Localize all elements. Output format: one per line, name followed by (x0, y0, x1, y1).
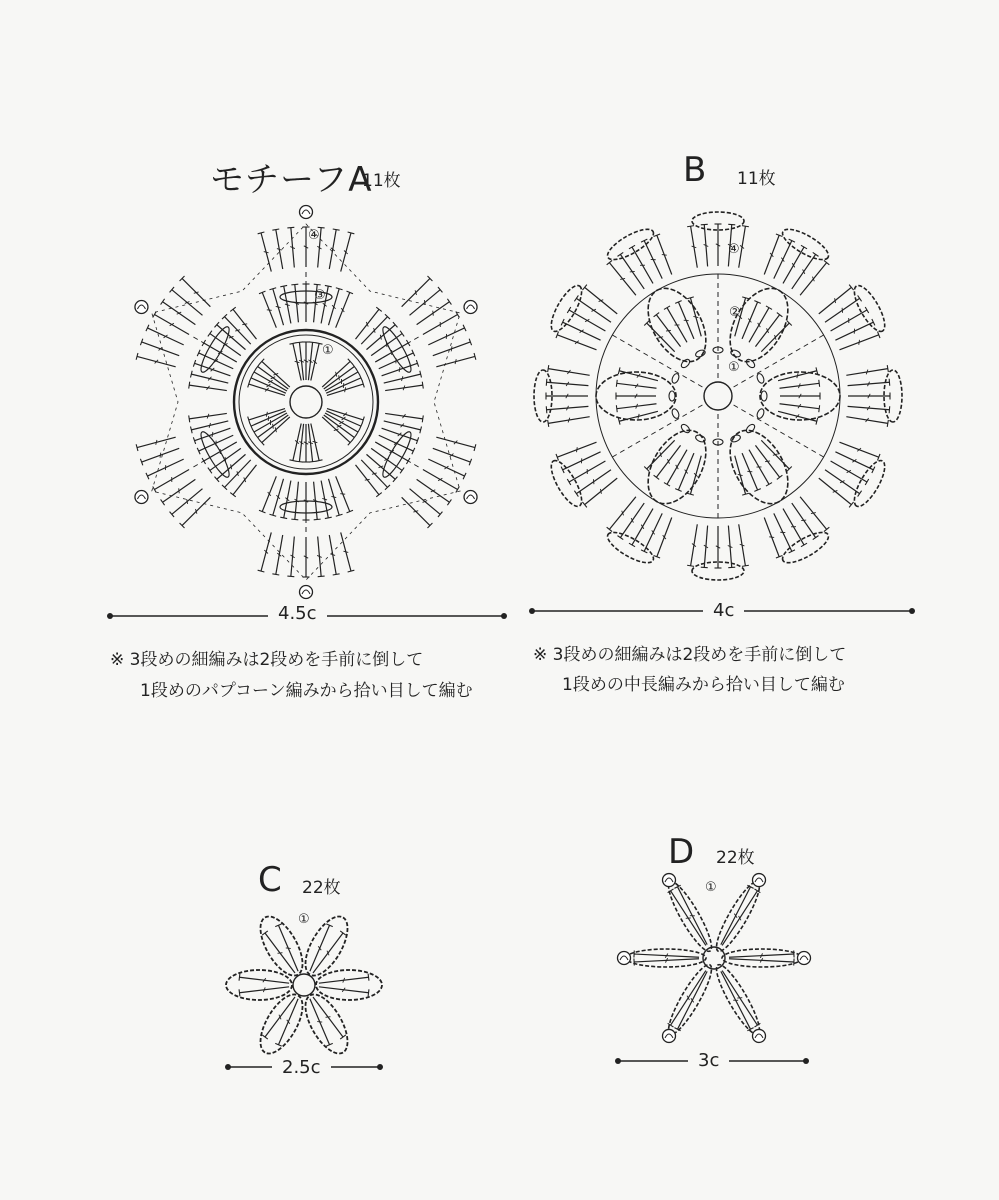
round-4-stitch (600, 489, 601, 494)
round-3-stitch (340, 494, 345, 495)
picot-bobble (464, 301, 477, 314)
motif-d-title: D (668, 832, 696, 872)
popcorn-stitch (252, 429, 256, 435)
round-3-stitch (400, 468, 404, 474)
round-4-stitch (546, 379, 547, 386)
petal-stitch (239, 989, 240, 996)
scallop-chain (546, 281, 588, 335)
popcorn-stitch (273, 424, 274, 429)
round-3-stitch (291, 284, 298, 285)
scallop-chain (849, 281, 891, 335)
round-3-stitch (208, 468, 212, 474)
scallop-chain (546, 456, 588, 510)
round-4-stitch (333, 574, 340, 575)
motif-a-size: 4.5c (268, 603, 327, 624)
petal-stitch (262, 1035, 268, 1039)
round-4-stitch (617, 536, 623, 540)
round-4-stitch (889, 406, 890, 413)
round-4-stitch (742, 226, 749, 227)
round-4-stitch (620, 278, 625, 279)
round-4-stitch (447, 299, 451, 305)
round-1-chain (761, 391, 767, 401)
round-1-chain (671, 408, 680, 420)
motif-c-chart (226, 910, 382, 1060)
picot-bobble (135, 491, 148, 504)
dimension-endpoint (803, 1058, 809, 1064)
motif-b-title: B (683, 150, 708, 190)
round-4-stitch (451, 346, 452, 351)
round-3-stitch (235, 330, 240, 331)
round-2-stitch (654, 475, 660, 479)
dimension-endpoint (529, 608, 535, 614)
round-4-stitch (813, 252, 819, 256)
petal-loop (710, 960, 766, 1038)
round-4-stitch (617, 252, 623, 256)
round-4-stitch (567, 479, 571, 485)
round-3-stitch (189, 382, 190, 389)
round-4-stitch (272, 229, 279, 230)
petal-loop (662, 960, 718, 1038)
round-4-stitch (455, 359, 456, 364)
round-4-stitch (728, 567, 735, 568)
picot-bobble (798, 952, 811, 965)
motif-b-note-1: ※ 3段めの細編みは2段めを手前に倒して (533, 645, 847, 665)
round-1-chain (756, 373, 765, 385)
round-4-stitch (662, 255, 667, 256)
picot-bobble (300, 586, 313, 599)
round-4-stitch (701, 224, 708, 225)
picot-bobble (663, 1029, 676, 1042)
popcorn-stitch (345, 387, 346, 392)
round-4-stitch (156, 440, 157, 445)
motif-a-chart (135, 206, 477, 599)
motif-a-round-4: ④ (308, 228, 320, 243)
round-4-stitch (574, 295, 578, 301)
popcorn-stitch (316, 460, 323, 462)
dimension-endpoint (501, 613, 507, 619)
round-3-stitch (314, 519, 321, 520)
motif-a-note-2: 1段めのパプコーン編みから拾い目して編む (140, 681, 473, 701)
round-3-stitch (380, 335, 381, 340)
popcorn-stitch (256, 435, 260, 441)
scallop-chain (603, 224, 657, 266)
round-4-stitch (687, 565, 694, 566)
round-3-stitch (276, 306, 281, 307)
round-2-stitch (664, 483, 670, 487)
round-4-stitch (577, 447, 578, 452)
round-4-stitch (801, 245, 807, 249)
round-4-stitch (742, 565, 749, 566)
picot-bobble (464, 491, 477, 504)
round-3-stitch (280, 285, 287, 286)
round-3-stitch (212, 432, 213, 437)
picot-bobble (618, 952, 631, 965)
round-2-stitch (777, 313, 783, 317)
popcorn-stitch (266, 412, 267, 417)
popcorn-stitch (356, 429, 360, 435)
round-4-stitch (835, 298, 836, 303)
popcorn-stitch (336, 372, 337, 377)
round-4-stitch (701, 567, 708, 568)
round-4-stitch (811, 513, 816, 514)
motif-d-count: 22枚 (716, 848, 755, 868)
round-4-stitch (813, 536, 819, 540)
round-4-stitch (859, 340, 860, 345)
round-4-stitch (865, 479, 869, 485)
motif-a-note-1: ※ 3段めの細編みは2段めを手前に倒して (110, 650, 424, 670)
dimension-endpoint (615, 1058, 621, 1064)
petal-stitch (340, 1035, 346, 1039)
round-3-stitch (400, 331, 404, 337)
round-3-stitch (209, 423, 210, 428)
round-4-stitch (629, 245, 635, 249)
popcorn-stitch (356, 369, 360, 375)
round-2-stitch (797, 373, 798, 378)
round-4-stitch (842, 308, 843, 313)
dimension-endpoint (377, 1064, 383, 1070)
motif-c-title: C (258, 860, 283, 900)
round-4-stitch (889, 379, 890, 386)
round-3-stitch (231, 464, 232, 469)
round-4-stitch (629, 543, 635, 547)
round-4-stitch (153, 486, 157, 492)
motif-c-round-1: ① (298, 912, 310, 927)
round-4-stitch (343, 551, 348, 552)
scallop-chain (603, 527, 657, 569)
round-2-stitch (738, 474, 743, 475)
round-3-stitch (280, 517, 287, 518)
popcorn-stitch (352, 435, 356, 441)
round-4-stitch (333, 229, 340, 230)
center-ring (704, 382, 732, 410)
round-2-stitch (766, 483, 772, 487)
round-4-stitch (287, 227, 294, 228)
picot-bobble (663, 874, 676, 887)
motif-d-chart (618, 874, 811, 1043)
round-2-stitch (693, 316, 698, 317)
petal-loop (297, 988, 356, 1060)
round-2-stitch (638, 414, 639, 419)
popcorn-stitch (309, 461, 316, 462)
popcorn-stitch (275, 427, 276, 432)
round-1-chain (730, 434, 742, 443)
round-2-stitch (666, 330, 671, 331)
round-4-stitch (548, 365, 549, 372)
popcorn-stitch (352, 364, 356, 370)
motif-a-round-3: ③ (314, 288, 326, 303)
round-4-stitch (287, 576, 294, 577)
picot-bobble (135, 301, 148, 314)
dashed-guide (734, 405, 824, 457)
popcorn-stitch (252, 369, 256, 375)
round-3-stitch (208, 331, 212, 337)
round-1-chain (680, 358, 691, 369)
scallop-chain (849, 456, 891, 510)
petal-loop (226, 970, 292, 1000)
round-3-stitch (242, 324, 247, 325)
outline-star (152, 224, 460, 580)
round-2-stitch (654, 313, 660, 317)
motif-c-size: 2.5c (272, 1057, 331, 1078)
round-4-stitch (567, 307, 571, 313)
petal-stitch (239, 974, 240, 981)
petal-stitch (368, 989, 369, 996)
round-2-stitch (819, 405, 820, 412)
round-4-stitch (447, 499, 451, 505)
picot-bobble (300, 206, 313, 219)
motif-c-count: 22枚 (302, 878, 341, 898)
petal-loop (710, 877, 766, 955)
round-2-stitch (747, 471, 752, 472)
round-1-chain (669, 391, 675, 401)
round-4-stitch (858, 295, 862, 301)
round-4-stitch (687, 226, 694, 227)
center-ring (290, 386, 322, 418)
round-4-stitch (179, 488, 180, 493)
popcorn-stitch (309, 342, 316, 343)
dimension-endpoint (225, 1064, 231, 1070)
picot-bobble (753, 1029, 766, 1042)
round-2-stitch (766, 306, 772, 310)
motif-b-round-1: ① (728, 360, 740, 375)
round-4-stitch (858, 491, 862, 497)
round-4-stitch (160, 453, 161, 458)
picot-bobble (753, 874, 766, 887)
round-3-stitch (422, 415, 423, 422)
popcorn-stitch (289, 343, 296, 345)
round-4-stitch (801, 520, 806, 521)
motif-b-note-2: 1段めの中長編みから拾い目して編む (562, 675, 845, 695)
round-1-chain (695, 349, 707, 358)
popcorn-stitch (289, 460, 296, 462)
round-3-stitch (314, 284, 321, 285)
motif-a-title: モチーフA (210, 160, 373, 200)
petal-stitch (326, 1017, 331, 1018)
popcorn-stitch (296, 461, 303, 462)
round-2-stitch (765, 461, 770, 462)
popcorn-stitch (339, 375, 340, 380)
round-4-stitch (728, 224, 735, 225)
round-2-stitch (616, 380, 617, 387)
round-4-stitch (887, 365, 888, 372)
petal-loop (316, 970, 382, 1000)
round-4-stitch (272, 574, 279, 575)
round-3-stitch (291, 519, 298, 520)
round-4-stitch (769, 537, 774, 538)
round-3-stitch (365, 479, 370, 480)
petal-stitch (368, 974, 369, 981)
round-3-stitch (189, 415, 190, 422)
petal-stitch (754, 1023, 760, 1027)
round-3-stitch (372, 473, 377, 474)
petal-loop (722, 949, 802, 967)
motif-b-chart (534, 212, 902, 580)
dashed-guide (612, 335, 702, 387)
round-4-stitch (630, 271, 635, 272)
round-2-stitch (684, 320, 689, 321)
dimension-endpoint (107, 613, 113, 619)
round-1-chain (745, 423, 756, 434)
petal-stitch (340, 931, 346, 935)
round-4-stitch (548, 420, 549, 427)
round-4-stitch (433, 311, 434, 316)
round-3-stitch (422, 382, 423, 389)
round-3-stitch (399, 367, 400, 372)
motif-b-size: 4c (703, 600, 744, 621)
motif-d-size: 3c (688, 1050, 729, 1071)
popcorn-stitch (256, 364, 260, 370)
dimension-endpoint (909, 608, 915, 614)
petal-stitch (278, 953, 283, 954)
motif-a-count: 11枚 (362, 171, 401, 191)
petal-loop (252, 988, 311, 1060)
motif-b-count: 11枚 (737, 169, 776, 189)
round-3-stitch (325, 285, 332, 286)
motif-a-round-1: ① (322, 343, 334, 358)
petal-stitch (262, 931, 268, 935)
center-ring (293, 974, 315, 996)
round-4-stitch (161, 299, 165, 305)
motif-d-round-1: ① (705, 880, 717, 895)
round-4-stitch (318, 576, 325, 577)
round-4-stitch (887, 420, 888, 427)
round-4-stitch (593, 479, 594, 484)
round-1-chain (671, 373, 680, 385)
round-2-stitch (777, 475, 783, 479)
round-4-stitch (574, 491, 578, 497)
scallop-chain (778, 224, 832, 266)
round-4-stitch (187, 499, 188, 504)
popcorn-stitch (296, 342, 303, 343)
round-2-stitch (616, 405, 617, 412)
round-3-stitch (402, 376, 403, 381)
round-1-chain (756, 408, 765, 420)
petal-loop (626, 949, 706, 967)
round-3-stitch (267, 310, 272, 311)
scallop-chain (778, 527, 832, 569)
round-4-stitch (264, 252, 269, 253)
round-3-stitch (331, 496, 336, 497)
round-4-stitch (801, 543, 807, 547)
round-2-stitch (819, 380, 820, 387)
round-4-stitch (161, 499, 165, 505)
round-4-stitch (546, 406, 547, 413)
round-4-stitch (865, 307, 869, 313)
round-3-stitch (325, 517, 332, 518)
motif-b-round-4: ④ (728, 242, 740, 257)
round-2-stitch (664, 306, 670, 310)
motif-b-round-2: ② (729, 305, 741, 320)
petal-stitch (668, 889, 674, 893)
